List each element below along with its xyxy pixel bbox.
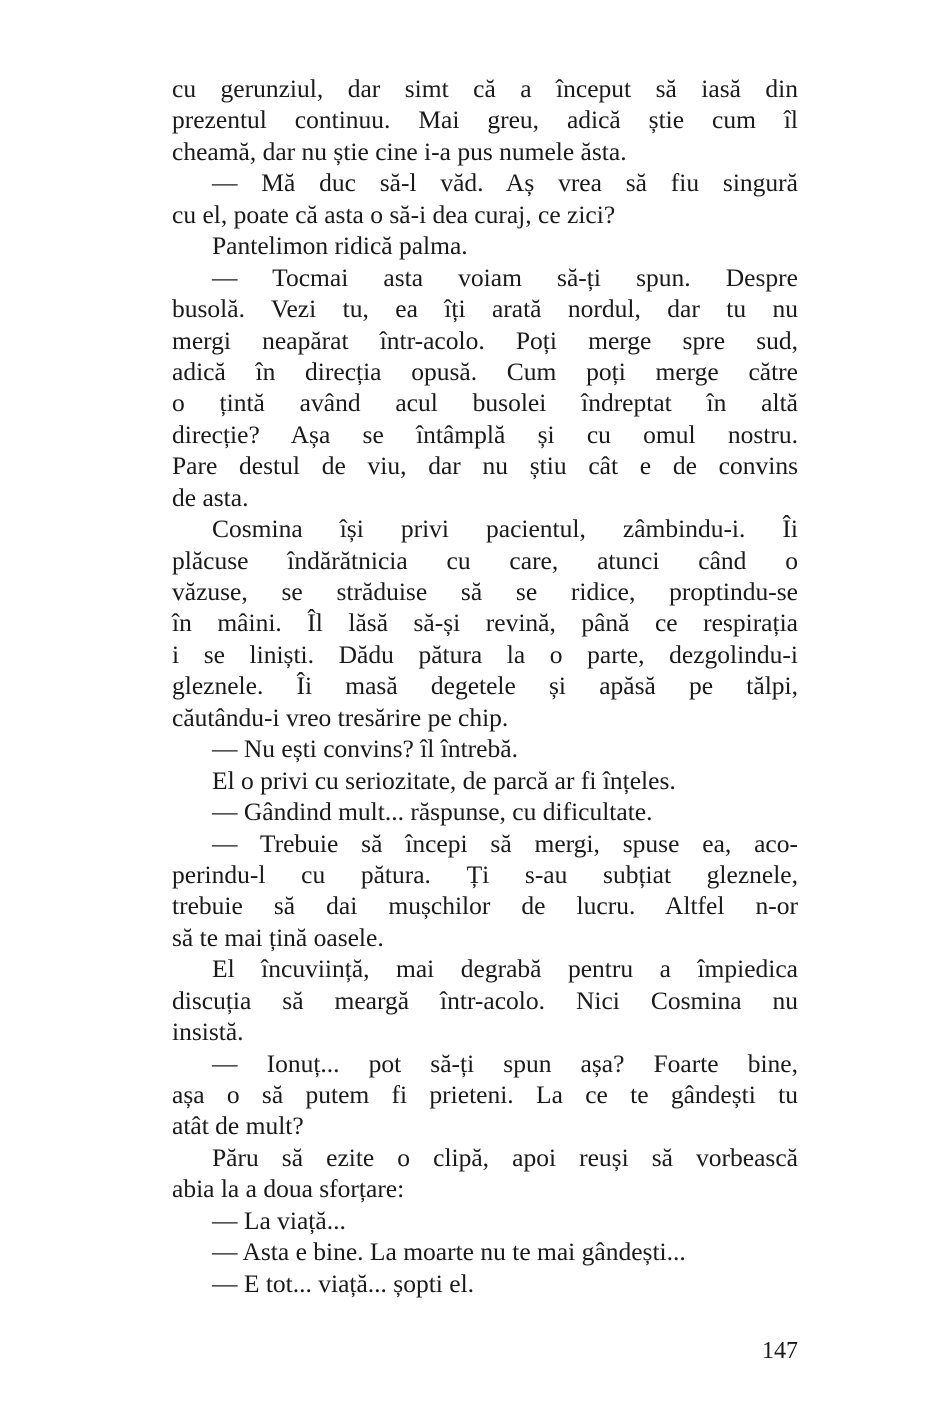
text-line: Pare destul de viu, dar nu știu cât e de convins [172, 451, 798, 481]
text-line: căutându-i vreo tresărire pe chip. [172, 702, 509, 732]
text-line: — Tocmai asta voiam să-ți spun. Despre [212, 262, 798, 292]
text-line: plăcuse îndărătnicia cu care, atunci când o [172, 545, 798, 575]
text-line: — Gândind mult... răspunse, cu dificultate. [212, 797, 653, 827]
text-line: — Mă duc să-l văd. Aș vrea să fiu singură [212, 168, 798, 198]
text-line: direcție? Așa se întâmplă și cu omul nostru. [172, 419, 798, 449]
text-line: El o privi cu seriozitate, de parcă ar fi înțeles. [212, 765, 676, 795]
page-number: 147 [762, 1338, 798, 1364]
page-body-text [172, 73, 798, 1299]
text-line: gleznele. Îi masă degetele și apăsă pe tălpi, [172, 671, 798, 701]
text-line: — E tot... viață... șopti el. [212, 1268, 475, 1298]
text-line: să te mai țină oasele. [172, 922, 384, 952]
text-line: — Nu ești convins? îl întrebă. [212, 734, 518, 764]
text-line: văzuse, se străduise să se ridice, proptindu-se [172, 577, 798, 606]
text-line: așa o să putem fi prieteni. La ce te gândești tu [172, 1080, 798, 1109]
text-line: prezentul continuu. Mai greu, adică știe cum îl [172, 105, 798, 135]
text-line: abia la a doua sforțare: [172, 1174, 405, 1204]
text-line: insistă. [172, 1017, 244, 1047]
text-line: cu el, poate că asta o să-i dea curaj, ce zici? [172, 199, 616, 229]
text-line: Pantelimon ridică palma. [212, 231, 468, 261]
text-line: cheamă, dar nu știe cine i-a pus numele ăsta. [172, 136, 627, 166]
text-line: Cosmina își privi pacientul, zâmbindu-i. Îi [212, 514, 798, 544]
text-line: cu gerunziul, dar simt că a început să iasă din [172, 74, 798, 103]
text-line: perindu-l cu pătura. Ți s-au subțiat gleznele, [172, 859, 798, 889]
text-line: de asta. [172, 482, 249, 512]
text-line: — La viață... [212, 1205, 346, 1235]
text-line: — Ionuț... pot să-ți spun așa? Foarte bine, [212, 1048, 798, 1078]
text-line: atât de mult? [172, 1111, 304, 1141]
text-line: trebuie să dai mușchilor de lucru. Altfel n-or [172, 891, 798, 921]
text-line: mergi neapărat într-acolo. Poți merge spre sud, [172, 325, 798, 355]
text-line: El încuviință, mai degrabă pentru a împiedica [212, 954, 798, 984]
text-line: discuția să meargă într-acolo. Nici Cosmina nu [172, 985, 798, 1015]
text-line: Păru să ezite o clipă, apoi reuși să vorbească [212, 1142, 798, 1172]
text-line: i se liniști. Dădu pătura la o parte, dezgolindu-i [172, 639, 798, 669]
text-line: — Asta e bine. La moarte nu te mai gândești... [212, 1237, 686, 1267]
text-line: busolă. Vezi tu, ea îți arată nordul, dar tu nu [172, 294, 798, 324]
text-line: în mâini. Îl lăsă să-și revină, până ce respirația [172, 608, 798, 638]
text-line: o țintă având acul busolei îndreptat în altă [172, 388, 798, 418]
text-line: adică în direcția opusă. Cum poți merge către [172, 356, 798, 386]
text-line: — Trebuie să începi să mergi, spuse ea, aco- [212, 828, 798, 858]
